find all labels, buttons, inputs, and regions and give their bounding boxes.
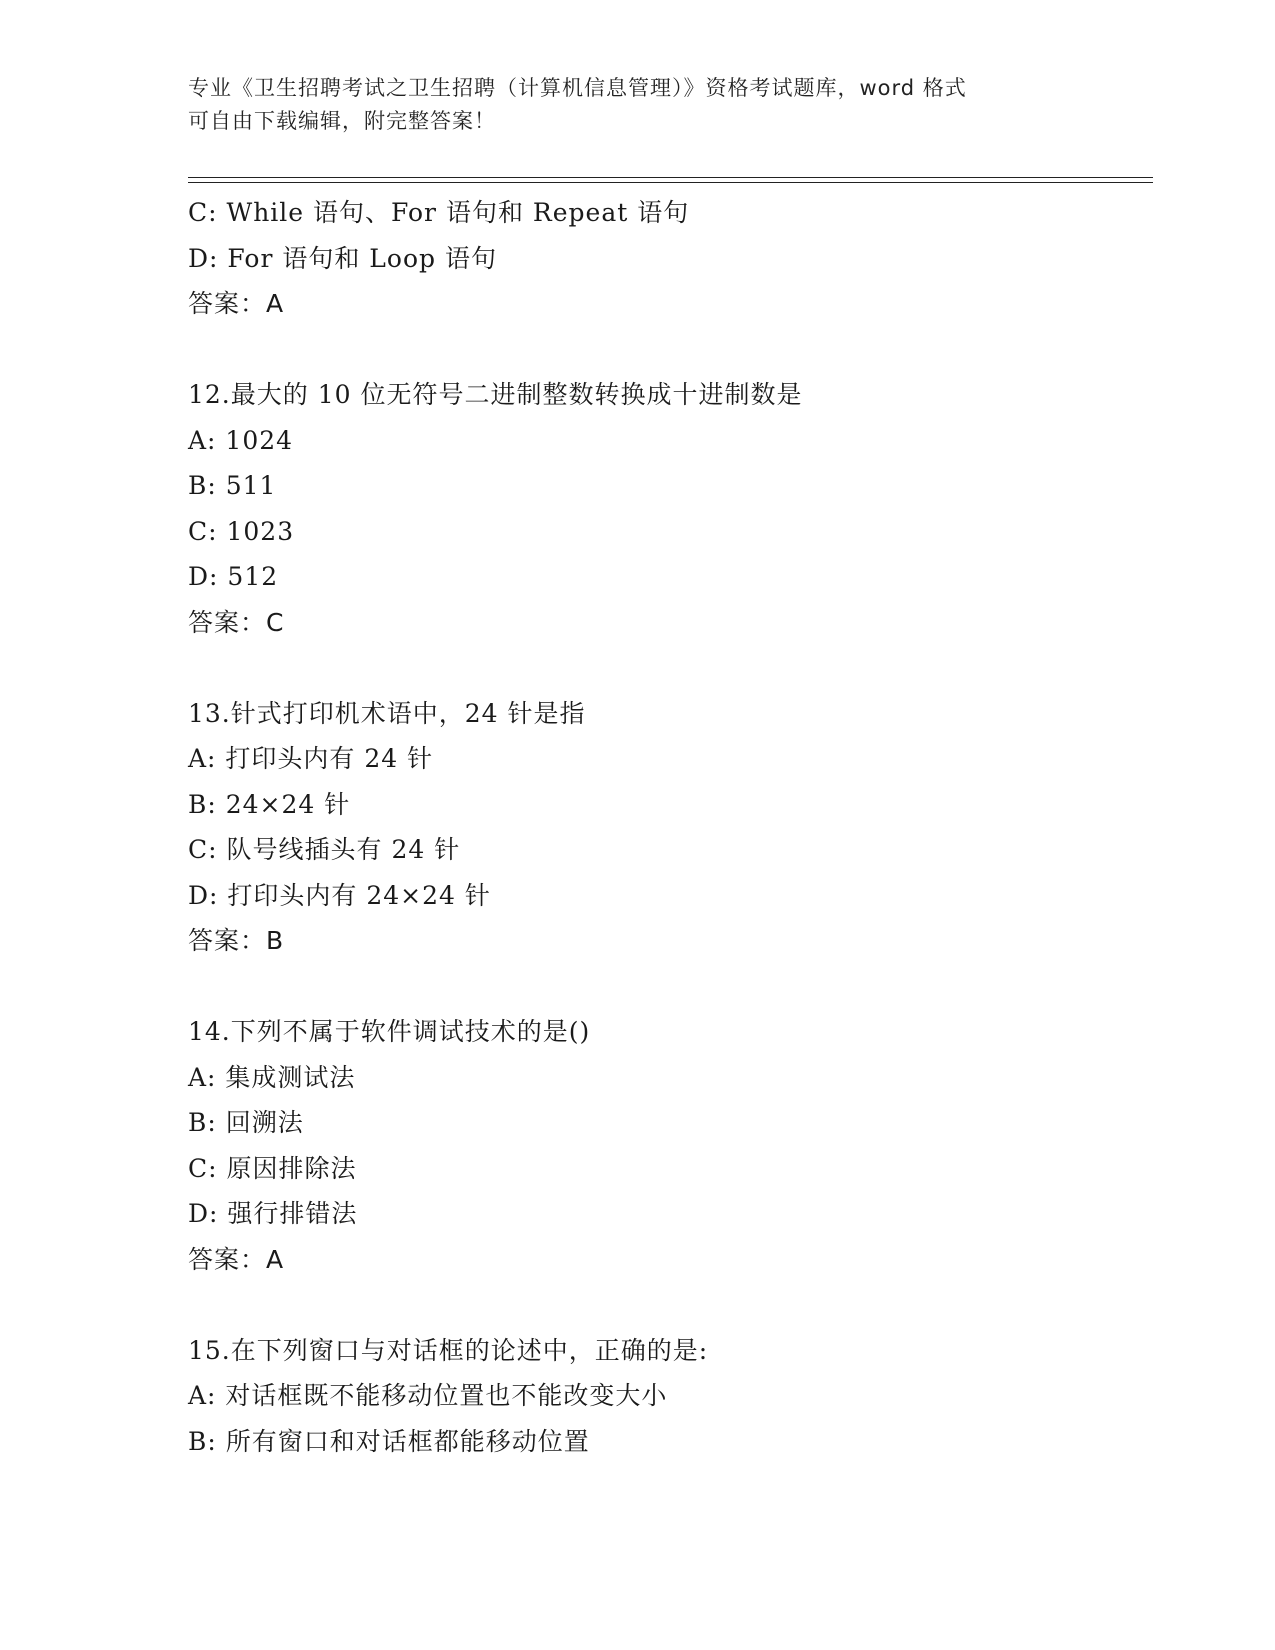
document-header — [188, 72, 1068, 138]
answer-line: 答案：A — [188, 1244, 285, 1274]
option-c: C: 队号线插头有 24 针 — [188, 835, 461, 864]
spacer — [188, 327, 1148, 373]
option-b: B: 24×24 针 — [188, 789, 351, 819]
option-d: D: For 语句和 Loop 语句 — [188, 243, 497, 273]
question-stem: 15.在下列窗口与对话框的论述中，正确的是: — [188, 1335, 709, 1365]
option-c: C: While 语句、For 语句和 Repeat 语句 — [188, 198, 690, 227]
option-d: D: 512 — [188, 562, 279, 591]
spacer — [188, 645, 1148, 691]
question-fragment — [188, 190, 1148, 327]
option-b: B: 回溯法 — [188, 1108, 304, 1137]
option-a: A: 1024 — [188, 425, 294, 455]
question-15 — [188, 1328, 1148, 1465]
header-divider-top — [188, 177, 1153, 178]
question-stem: 14.下列不属于软件调试技术的是() — [188, 1017, 591, 1046]
option-a: A: 对话框既不能移动位置也不能改变大小 — [188, 1381, 668, 1410]
option-c: C: 原因排除法 — [188, 1153, 357, 1183]
option-b: B: 511 — [188, 471, 277, 500]
option-c: C: 1023 — [188, 516, 295, 546]
question-14 — [188, 1009, 1148, 1282]
header-divider-bottom — [188, 182, 1153, 183]
answer-line: 答案：B — [188, 926, 285, 955]
option-d: D: 打印头内有 24×24 针 — [188, 880, 491, 910]
question-stem: 13.针式打印机术语中，24 针是指 — [188, 698, 586, 728]
option-a: A: 集成测试法 — [188, 1062, 356, 1092]
header-line-2: 可自由下载编辑，附完整答案！ — [188, 109, 496, 133]
question-13 — [188, 691, 1148, 964]
answer-line: 答案：A — [188, 289, 285, 318]
spacer — [188, 964, 1148, 1010]
question-list — [188, 190, 1148, 1464]
question-12 — [188, 372, 1148, 645]
question-stem: 12.最大的 10 位无符号二进制整数转换成十进制数是 — [188, 380, 803, 409]
spacer — [188, 1282, 1148, 1328]
header-line-1: 专业《卫生招聘考试之卫生招聘（计算机信息管理）》资格考试题库，word 格式 — [188, 76, 967, 100]
option-d: D: 强行排错法 — [188, 1199, 358, 1228]
answer-line: 答案：C — [188, 607, 285, 637]
option-a: A: 打印头内有 24 针 — [188, 744, 434, 773]
option-b: B: 所有窗口和对话框都能移动位置 — [188, 1426, 590, 1456]
